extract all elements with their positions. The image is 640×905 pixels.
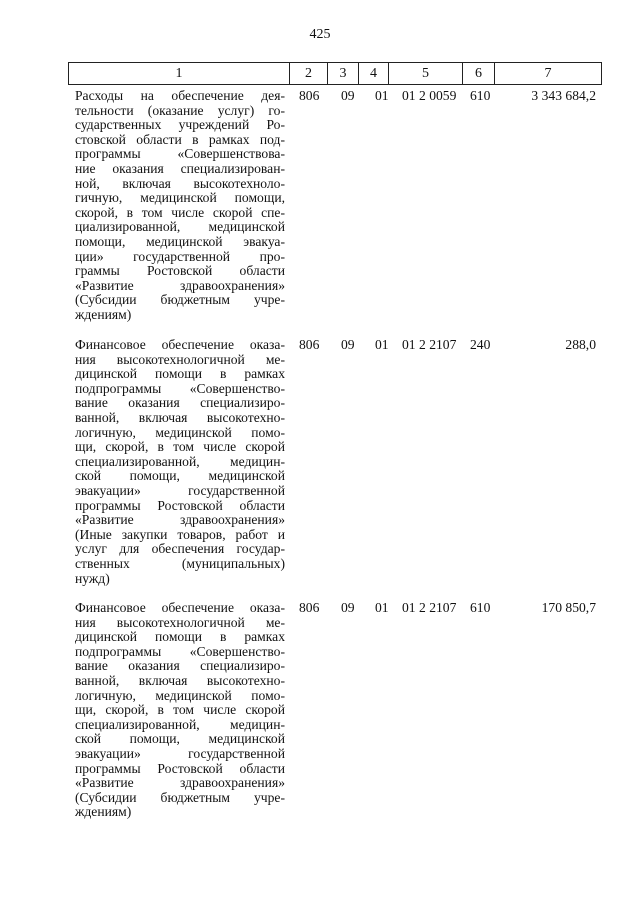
column-header-row: [69, 63, 602, 85]
section-code: 09: [341, 88, 355, 103]
description-line: гичную, медицинской помощи,: [75, 190, 285, 206]
description-line: программы Ростовской области: [75, 497, 285, 513]
column-header-4: 4: [359, 63, 389, 85]
row-description: [75, 338, 285, 586]
description-line: подпрограммы «Совершенство-: [75, 380, 285, 396]
description-line: специализированной, медицин-: [75, 716, 285, 732]
description-line: скорой, в том числе скорой спе-: [75, 204, 285, 220]
section-code: 09: [341, 337, 355, 352]
subsection-code: 01: [375, 88, 389, 103]
description-line: дицинской помощи в рамках: [75, 629, 285, 645]
description-line: (Субсидии бюджетным учре-: [75, 789, 285, 805]
description-line: «Развитие здравоохранения»: [75, 277, 285, 293]
description-line: эвакуации» государственной: [75, 482, 285, 498]
target-article-code: 01 2 2107: [402, 337, 457, 352]
description-line: Финансовое обеспечение оказа-: [75, 600, 285, 615]
amount: 170 850,7: [541, 600, 596, 615]
description-line: ния высокотехнологичной ме-: [75, 351, 285, 367]
column-header-2: 2: [290, 63, 328, 85]
amount: 3 343 684,2: [531, 88, 596, 103]
description-line: ной, включая высокотехноло-: [75, 175, 285, 191]
column-header-table: [68, 62, 602, 85]
page-number: 425: [309, 27, 331, 42]
description-line: ской помощи, медицинской: [75, 731, 285, 747]
description-line: программы Ростовской области: [75, 760, 285, 776]
column-header-6: 6: [463, 63, 495, 85]
description-line: эвакуации» государственной: [75, 745, 285, 761]
expense-type-code: 610: [470, 88, 491, 103]
expense-type-code: 610: [470, 600, 491, 615]
description-line: ние оказания специализирован-: [75, 160, 285, 176]
ministry-code: 806: [299, 600, 320, 615]
ministry-code: 806: [299, 88, 320, 103]
description-line: «Развитие здравоохранения»: [75, 775, 285, 791]
description-line: программы «Совершенствова-: [75, 146, 285, 162]
description-line: ции» государственной про-: [75, 248, 285, 264]
description-line: помощи, медицинской эвакуа-: [75, 233, 285, 249]
description-line: циализированной, медицинской: [75, 219, 285, 235]
description-line: тельности (оказание услуг) го-: [75, 102, 285, 118]
description-line: ванной, включая высокотехно-: [75, 672, 285, 688]
description-line: стовской области в рамках под-: [75, 131, 285, 147]
description-line: Расходы на обеспечение дея-: [75, 88, 285, 103]
ministry-code: 806: [299, 337, 320, 352]
description-line: дицинской помощи в рамках: [75, 366, 285, 382]
description-line: ской помощи, медицинской: [75, 468, 285, 484]
description-line: ственных (муниципальных): [75, 555, 285, 571]
column-header-3: 3: [328, 63, 359, 85]
description-line: ждениям): [75, 306, 132, 322]
subsection-code: 01: [375, 600, 389, 615]
target-article-code: 01 2 0059: [402, 88, 457, 103]
description-line: граммы Ростовской области: [75, 263, 285, 279]
description-line: подпрограммы «Совершенство-: [75, 643, 285, 659]
description-line: щи, скорой, в том числе скорой: [75, 439, 285, 455]
row-description: [75, 601, 285, 820]
description-line: логичную, медицинской помо-: [75, 687, 285, 703]
description-line: ния высокотехнологичной ме-: [75, 614, 285, 630]
column-header-1: 1: [69, 63, 290, 85]
description-line: услуг для обеспечения государ-: [75, 541, 285, 557]
description-line: щи, скорой, в том числе скорой: [75, 702, 285, 718]
column-header-7: 7: [495, 63, 602, 85]
amount: 288,0: [565, 337, 596, 352]
subsection-code: 01: [375, 337, 389, 352]
expense-type-code: 240: [470, 337, 491, 352]
section-code: 09: [341, 600, 355, 615]
column-header-5: 5: [389, 63, 463, 85]
description-line: (Иные закупки товаров, работ и: [75, 526, 285, 542]
description-line: специализированной, медицин-: [75, 453, 285, 469]
description-line: сударственных учреждений Ро-: [75, 117, 285, 133]
description-line: нужд): [75, 570, 110, 586]
row-description: [75, 89, 285, 323]
description-line: вание оказания специализиро-: [75, 658, 285, 674]
description-line: «Развитие здравоохранения»: [75, 512, 285, 528]
description-line: Финансовое обеспечение оказа-: [75, 337, 285, 352]
description-line: (Субсидии бюджетным учре-: [75, 292, 285, 308]
description-line: ждениям): [75, 804, 132, 820]
description-line: ванной, включая высокотехно-: [75, 409, 285, 425]
description-line: вание оказания специализиро-: [75, 395, 285, 411]
target-article-code: 01 2 2107: [402, 600, 457, 615]
description-line: логичную, медицинской помо-: [75, 424, 285, 440]
